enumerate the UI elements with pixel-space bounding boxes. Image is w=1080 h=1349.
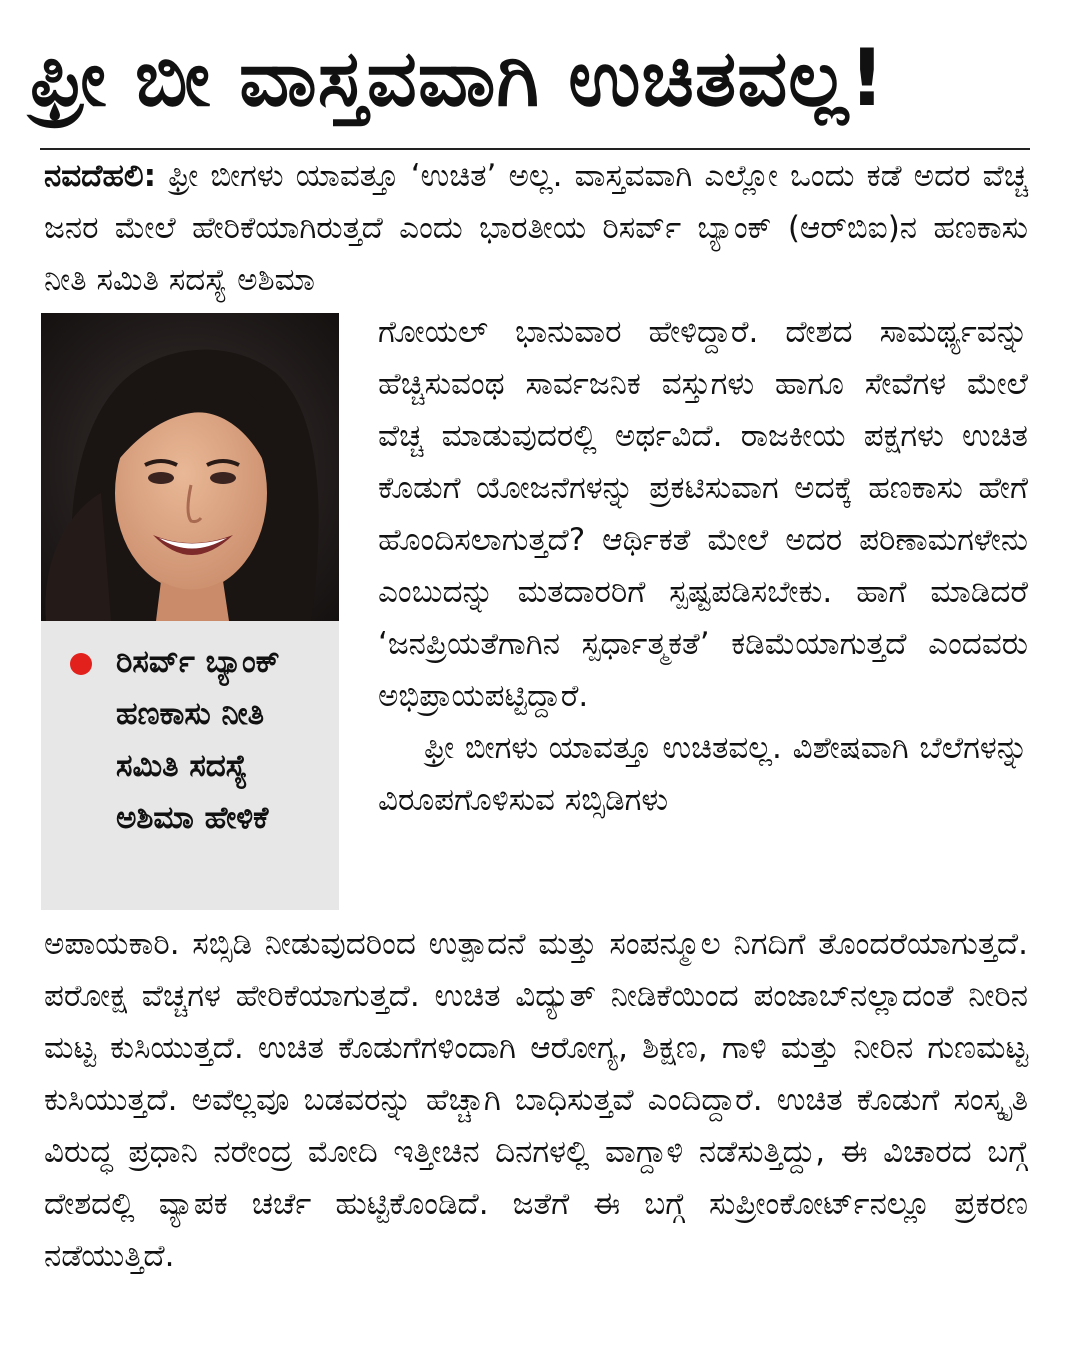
right-column-text: [378, 306, 1028, 826]
dateline: ನವದೆಹಲಿ:: [44, 158, 157, 194]
full-width-text: ಅಪಾಯಕಾರಿ. ಸಬ್ಸಿಡಿ ನೀಡುವುದರಿಂದ ಉತ್ಪಾದನೆ ಮತ್ತು ಸಂಪನ್ಮೂಲ ನಿಗದಿಗೆ ತೊಂದರೆಯಾಗುತ್ತದೆ. ಪರೋಕ್ಷ ವೆಚ್ಚಗಳ ಹೇರಿಕೆಯಾಗುತ್ತದೆ. ಉಚಿತ ವಿದ್ಯುತ್ ನೀಡಿಕೆಯಿಂದ ಪಂಜಾಬ್‌ನಲ್ಲಾದಂತೆ ನೀರಿನ ಮಟ್ಟ ಕುಸಿಯುತ್ತದೆ. ಉಚಿತ ಕೊಡುಗೆಗಳಿಂದಾಗಿ ಆರೋಗ್ಯ, ಶಿಕ್ಷಣ, ಗಾಳಿ ಮತ್ತು ನೀರಿನ ಗುಣಮಟ್ಟ ಕುಸಿಯುತ್ತದೆ. ಅವೆಲ್ಲವೂ ಬಡವರನ್ನು ಹೆಚ್ಚಾಗಿ ಬಾಧಿಸುತ್ತವೆ ಎಂದಿದ್ದಾರೆ. ಉಚಿತ ಕೊಡುಗೆ ಸಂಸ್ಕೃತಿ ವಿರುದ್ಧ ಪ್ರಧಾನಿ ನರೇಂದ್ರ ಮೋದಿ ಇತ್ತೀಚಿನ ದಿನಗಳಲ್ಲಿ ವಾಗ್ದಾಳಿ ನಡೆಸುತ್ತಿದ್ದು, ಈ ವಿಚಾರದ ಬಗ್ಗೆ ದೇಶದಲ್ಲಿ ವ್ಯಾಪಕ ಚರ್ಚೆ ಹುಟ್ಟಿಕೊಂಡಿದೆ. ಜತೆಗೆ ಈ ಬಗ್ಗೆ ಸುಪ್ರೀಂಕೋರ್ಟ್‌ನಲ್ಲೂ ಪ್ರಕರಣ ನಡೆಯುತ್ತಿದೆ.: [44, 926, 1028, 1274]
right-column-para2: ಫ್ರೀ ಬೀಗಳು ಯಾವತ್ತೂ ಉಚಿತವಲ್ಲ. ವಿಶೇಷವಾಗಿ ಬೆಲೆಗಳನ್ನು ವಿರೂಪಗೊಳಿಸುವ ಸಬ್ಸಿಡಿಗಳು: [378, 730, 1028, 818]
caption-bullet: [70, 653, 92, 675]
photo-caption: ರಿಸರ್ವ್ ಬ್ಯಾಂಕ್ ಹಣಕಾಸು ನೀತಿ ಸಮಿತಿ ಸದಸ್ಯೆ ಅಶಿಮಾ ಹೇಳಿಕೆ: [116, 644, 280, 836]
right-column-para1: ಗೋಯಲ್ ಭಾನುವಾರ ಹೇಳಿದ್ದಾರೆ. ದೇಶದ ಸಾಮರ್ಥ್ಯವನ್ನು ಹೆಚ್ಚಿಸುವಂಥ ಸಾರ್ವಜನಿಕ ವಸ್ತುಗಳು ಹಾಗೂ ಸೇವೆಗಳ ಮೇಲೆ ವೆಚ್ಚ ಮಾಡುವುದರಲ್ಲಿ ಅರ್ಥವಿದೆ. ರಾಜಕೀಯ ಪಕ್ಷಗಳು ಉಚಿತ ಕೊಡುಗೆ ಯೋಜನೆಗಳನ್ನು ಪ್ರಕಟಿಸುವಾಗ ಅದಕ್ಕೆ ಹಣಕಾಸು ಹೇಗೆ ಹೊಂದಿಸಲಾಗುತ್ತದೆ? ಆರ್ಥಿಕತೆ ಮೇಲೆ ಅದರ ಪರಿಣಾಮಗಳೇನು ಎಂಬುದನ್ನು ಮತದಾರರಿಗೆ ಸ್ಪಷ್ಟಪಡಿಸಬೇಕು. ಹಾಗೆ ಮಾಡಿದರೆ ‘ಜನಪ್ರಿಯತೆಗಾಗಿನ ಸ್ಪರ್ಧಾತ್ಮಕತೆ’ ಕಡಿಮೆಯಾಗುತ್ತದೆ ಎಂದವರು ಅಭಿಪ್ರಾಯಪಟ್ಟಿದ್ದಾರೆ.: [378, 314, 1028, 714]
lead-text: ಫ್ರೀ ಬೀಗಳು ಯಾವತ್ತೂ ‘ಉಚಿತ’ ಅಲ್ಲ. ವಾಸ್ತವವಾಗಿ ಎಲ್ಲೋ ಒಂದು ಕಡೆ ಅದರ ವೆಚ್ಚ ಜನರ ಮೇಲೆ ಹೇರಿಕೆಯಾಗಿರುತ್ತದೆ ಎಂದು ಭಾರತೀಯ ರಿಸರ್ವ್ ಬ್ಯಾಂಕ್ (ಆರ್‌ಬಿಐ)ನ ಹಣಕಾಸು ನೀತಿ ಸಮಿತಿ ಸದಸ್ಯೆ ಅಶಿಮಾ: [44, 158, 1028, 298]
lead-paragraph: [44, 150, 1028, 306]
headline: ಫ್ರೀ ಬೀ ವಾಸ್ತವವಾಗಿ ಉಚಿತವಲ್ಲ!: [30, 34, 886, 124]
portrait-photo: [41, 313, 339, 621]
